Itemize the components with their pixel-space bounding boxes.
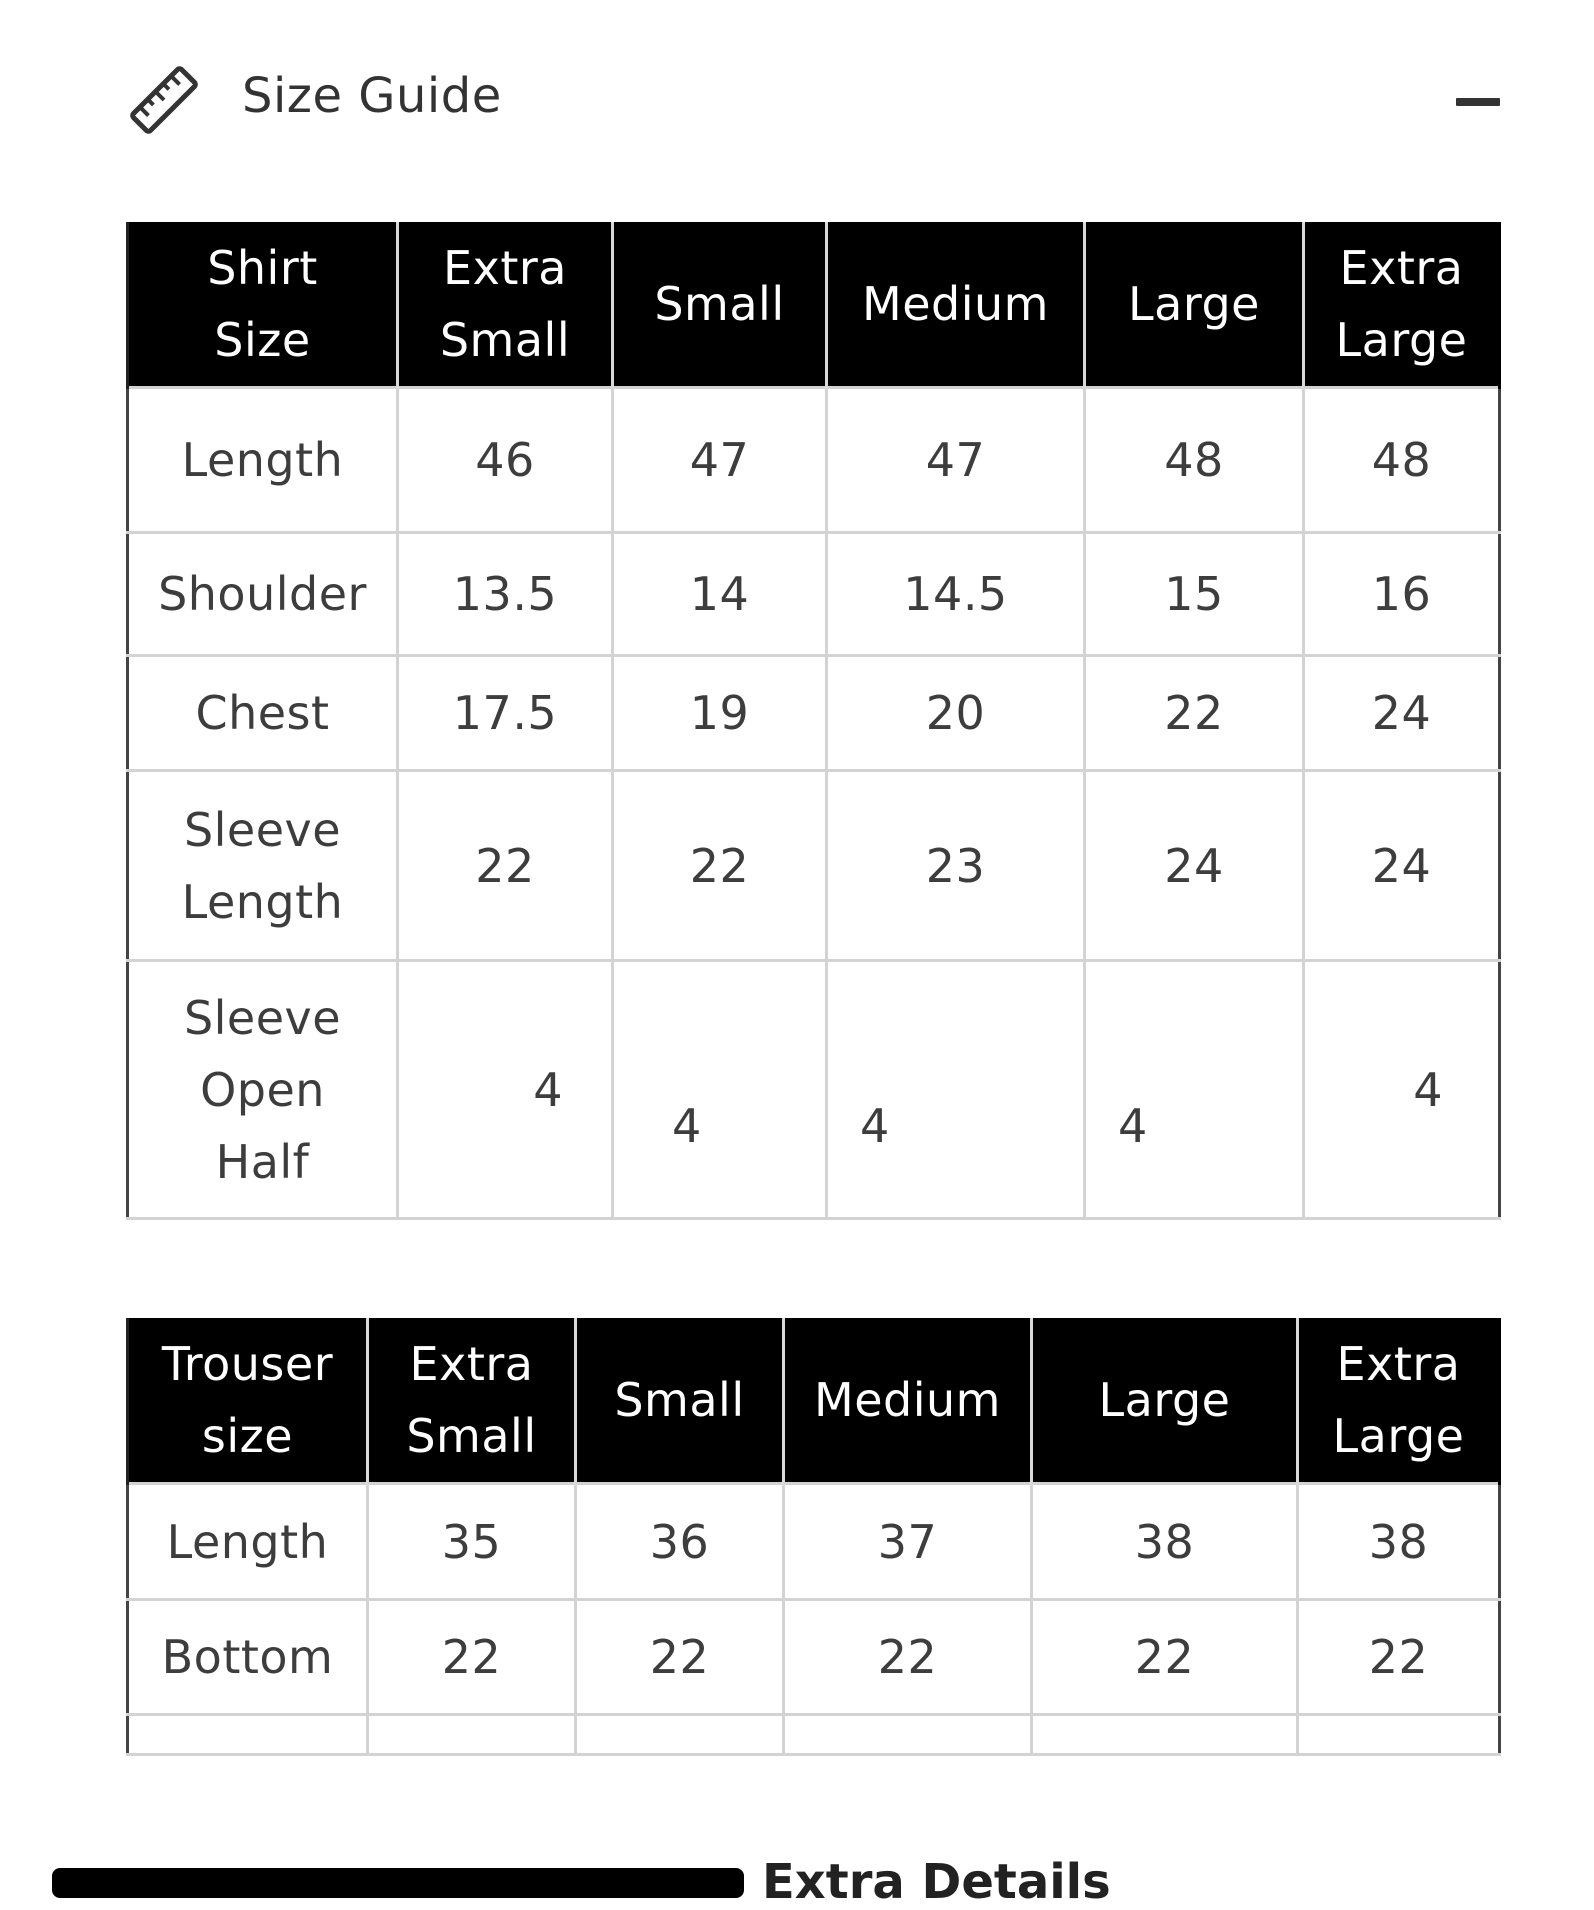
table-cell: 38	[1032, 1484, 1298, 1600]
table-cell: 37	[784, 1484, 1032, 1600]
table-cell: 13.5	[398, 533, 613, 656]
table-row	[128, 961, 1500, 1219]
table-cell: 22	[576, 1600, 784, 1715]
column-header: Medium	[784, 1318, 1032, 1484]
table-cell: 19	[613, 656, 827, 771]
table-cell: 24	[1304, 656, 1500, 771]
table-cell: 24	[1304, 771, 1500, 961]
column-header: Extra Small	[398, 222, 613, 388]
table-cell: 48	[1085, 388, 1304, 533]
table-cell: 16	[1304, 533, 1500, 656]
table-cell: 46	[398, 388, 613, 533]
table-cell: 17.5	[398, 656, 613, 771]
table-cell: 36	[576, 1484, 784, 1600]
table-cell: 14	[613, 533, 827, 656]
table-cell: 47	[827, 388, 1085, 533]
table-cell	[1032, 1715, 1298, 1755]
table-cell: 4	[613, 961, 827, 1219]
table-cell: 23	[827, 771, 1085, 961]
row-label: Chest	[128, 656, 398, 771]
table-cell: 38	[1298, 1484, 1500, 1600]
page-title: Size Guide	[242, 68, 502, 124]
table-cell: 22	[784, 1600, 1032, 1715]
ruler-icon	[126, 62, 202, 138]
table-row	[128, 1715, 1500, 1755]
table-row	[128, 533, 1500, 656]
table-cell: 48	[1304, 388, 1500, 533]
table-cell: 22	[398, 771, 613, 961]
trouser-size-table	[126, 1318, 1501, 1756]
table-cell: 22	[613, 771, 827, 961]
table-cell: 22	[1298, 1600, 1500, 1715]
table-cell	[784, 1715, 1032, 1755]
column-header: Large	[1085, 222, 1304, 388]
table-cell: 35	[368, 1484, 576, 1600]
table-cell: 22	[1085, 656, 1304, 771]
table-cell: 22	[1032, 1600, 1298, 1715]
table-row	[128, 388, 1500, 533]
column-header: Extra Large	[1304, 222, 1500, 388]
table-row	[128, 656, 1500, 771]
size-guide-header[interactable]	[126, 52, 1500, 152]
table-cell	[368, 1715, 576, 1755]
table-row	[128, 1484, 1500, 1600]
collapse-minus-icon[interactable]	[1456, 98, 1500, 106]
table-cell: 4	[1304, 961, 1500, 1219]
column-header: Medium	[827, 222, 1085, 388]
shirt-size-table	[126, 222, 1501, 1220]
column-header: Extra Small	[368, 1318, 576, 1484]
extra-details-heading[interactable]: Extra Details	[762, 1854, 1111, 1910]
table-cell: 47	[613, 388, 827, 533]
table-header-row	[128, 1318, 1500, 1484]
row-label: Sleeve Length	[128, 771, 398, 961]
row-label: Length	[128, 388, 398, 533]
table-cell: 22	[368, 1600, 576, 1715]
table-cell: 4	[827, 961, 1085, 1219]
column-header: Trouser size	[128, 1318, 368, 1484]
table-row	[128, 1600, 1500, 1715]
row-label: Bottom	[128, 1600, 368, 1715]
table-cell	[1298, 1715, 1500, 1755]
column-header: Large	[1032, 1318, 1298, 1484]
table-row	[128, 771, 1500, 961]
table-cell	[576, 1715, 784, 1755]
column-header: Shirt Size	[128, 222, 398, 388]
row-label: Shoulder	[128, 533, 398, 656]
column-header: Small	[576, 1318, 784, 1484]
row-label: Sleeve Open Half	[128, 961, 398, 1219]
column-header: Small	[613, 222, 827, 388]
table-cell: 4	[1085, 961, 1304, 1219]
row-label: Length	[128, 1484, 368, 1600]
table-cell: 24	[1085, 771, 1304, 961]
table-cell: 20	[827, 656, 1085, 771]
column-header: Extra Large	[1298, 1318, 1500, 1484]
table-cell: 14.5	[827, 533, 1085, 656]
bottom-dark-bar[interactable]	[52, 1868, 744, 1898]
table-cell: 4	[398, 961, 613, 1219]
row-label	[128, 1715, 368, 1755]
table-cell: 15	[1085, 533, 1304, 656]
table-header-row	[128, 222, 1500, 388]
